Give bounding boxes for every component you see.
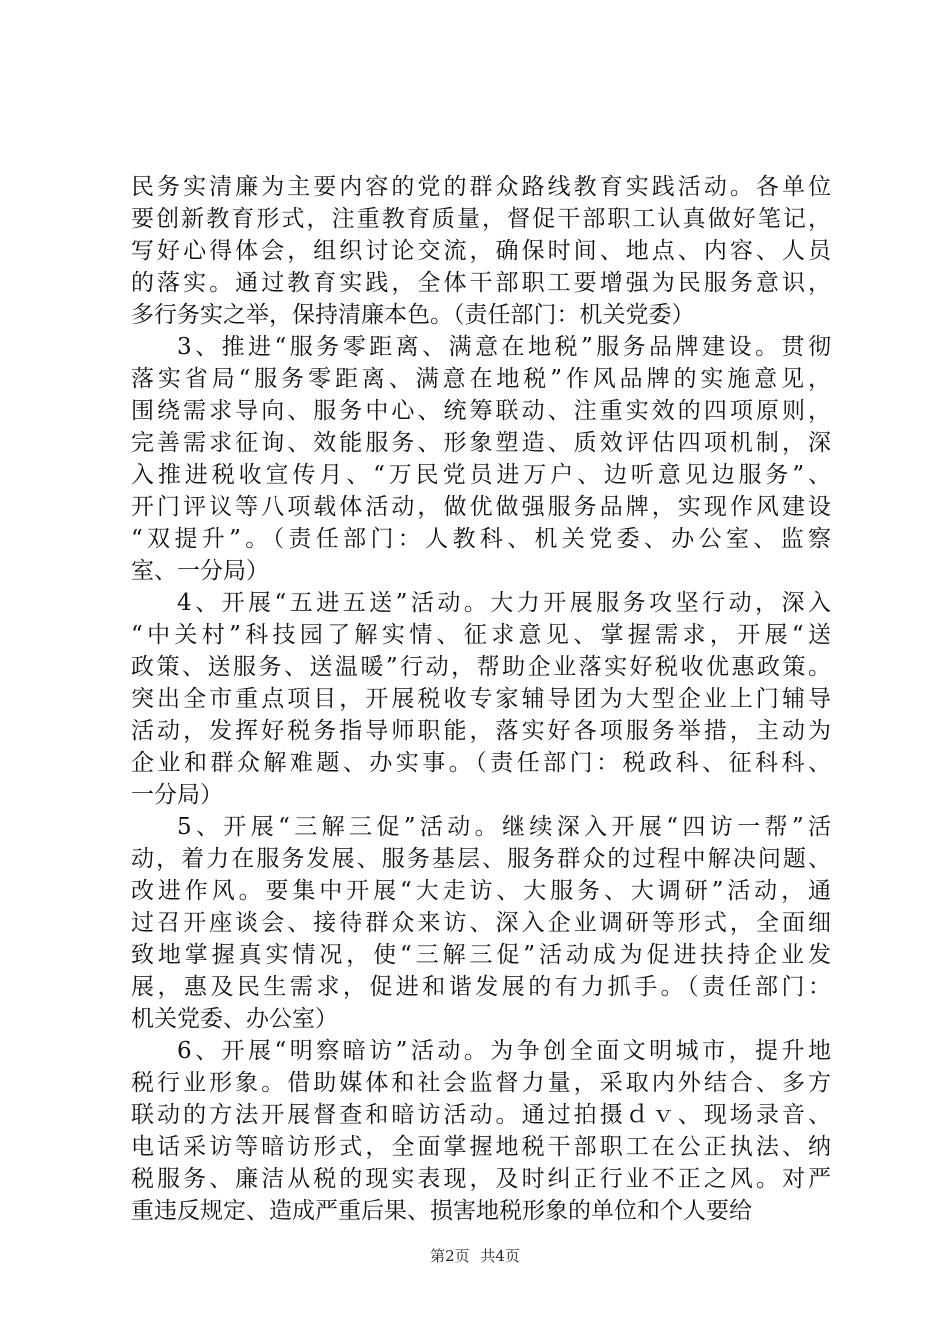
- paragraph: [131, 1035, 831, 1227]
- paragraph: [131, 331, 831, 587]
- text-line: 企业和群众解难题、办实事。（责任部门：税政科、征科科、: [131, 750, 831, 776]
- text-line: 电话采访等暗访形式，全面掌握地税干部职工在公正执法、纳: [131, 1134, 831, 1160]
- text-line: 3、推进“服务零距离、满意在地税”服务品牌建设。贯彻: [177, 334, 831, 360]
- text-line: 税行业形象。借助媒体和社会监督力量，采取内外结合、多方: [131, 1070, 831, 1096]
- page-footer: [0, 1246, 950, 1266]
- paragraph: [131, 171, 831, 331]
- document-body: [131, 171, 831, 1227]
- text-line: 的落实。通过教育实践，全体干部职工要增强为民服务意识，: [131, 270, 831, 296]
- page-number: 第2页: [430, 1247, 470, 1265]
- paragraph: [131, 811, 831, 1035]
- text-line: 动，着力在服务发展、服务基层、服务群众的过程中解决问题、: [131, 846, 831, 872]
- text-line: 入推进税收宣传月、“万民党员进万户、边听意见边服务”、: [131, 462, 831, 488]
- text-line: 4、开展“五进五送”活动。大力开展服务攻坚行动，深入: [177, 590, 831, 616]
- text-line: “双提升”。（责任部门：人教科、机关党委、办公室、监察: [131, 526, 831, 552]
- text-line: 改进作风。要集中开展“大走访、大服务、大调研”活动，通: [131, 878, 831, 904]
- text-line: 完善需求征询、效能服务、形象塑造、质效评估四项机制，深: [131, 430, 831, 456]
- text-line: 落实省局“服务零距离、满意在地税”作风品牌的实施意见，: [131, 366, 831, 392]
- text-line: 重违反规定、造成严重后果、损害地税形象的单位和个人要给: [131, 1198, 752, 1224]
- text-line: 致地掌握真实情况，使“三解三促”活动成为促进扶持企业发: [131, 942, 831, 968]
- text-line: 围绕需求导向、服务中心、统筹联动、注重实效的四项原则，: [131, 398, 831, 424]
- text-line: 要创新教育形式，注重教育质量，督促干部职工认真做好笔记，: [131, 206, 831, 232]
- text-line: 写好心得体会，组织讨论交流，确保时间、地点、内容、人员: [131, 238, 831, 264]
- text-line: “中关村”科技园了解实情、征求意见、掌握需求，开展“送: [131, 622, 831, 648]
- text-line: 突出全市重点项目，开展税收专家辅导团为大型企业上门辅导: [131, 686, 831, 712]
- text-line: 政策、送服务、送温暖”行动，帮助企业落实好税收优惠政策。: [131, 654, 831, 680]
- text-line: 展，惠及民生需求，促进和谐发展的有力抓手。（责任部门：: [131, 974, 831, 1000]
- paragraph: [131, 587, 831, 811]
- text-line: 过召开座谈会、接待群众来访、深入企业调研等形式，全面细: [131, 910, 831, 936]
- text-line: 民务实清廉为主要内容的党的群众路线教育实践活动。各单位: [131, 174, 831, 200]
- text-line: 多行务实之举，保持清廉本色。（责任部门：机关党委）: [131, 302, 695, 328]
- text-line: 室、一分局）: [131, 558, 269, 584]
- text-line: 活动，发挥好税务指导师职能，落实好各项服务举措，主动为: [131, 718, 831, 744]
- page-total: 共4页: [480, 1247, 520, 1265]
- text-line: 联动的方法开展督查和暗访活动。通过拍摄ｄｖ、现场录音、: [131, 1102, 831, 1128]
- text-line: 一分局）: [131, 782, 223, 808]
- text-line: 税服务、廉洁从税的现实表现，及时纠正行业不正之风。对严: [131, 1166, 831, 1192]
- text-line: 机关党委、办公室）: [131, 1006, 338, 1032]
- text-line: 6、开展“明察暗访”活动。为争创全面文明城市，提升地: [177, 1038, 831, 1064]
- text-line: 5、开展“三解三促”活动。继续深入开展“四访一帮”活: [177, 814, 831, 840]
- text-line: 开门评议等八项载体活动，做优做强服务品牌，实现作风建设: [131, 494, 831, 520]
